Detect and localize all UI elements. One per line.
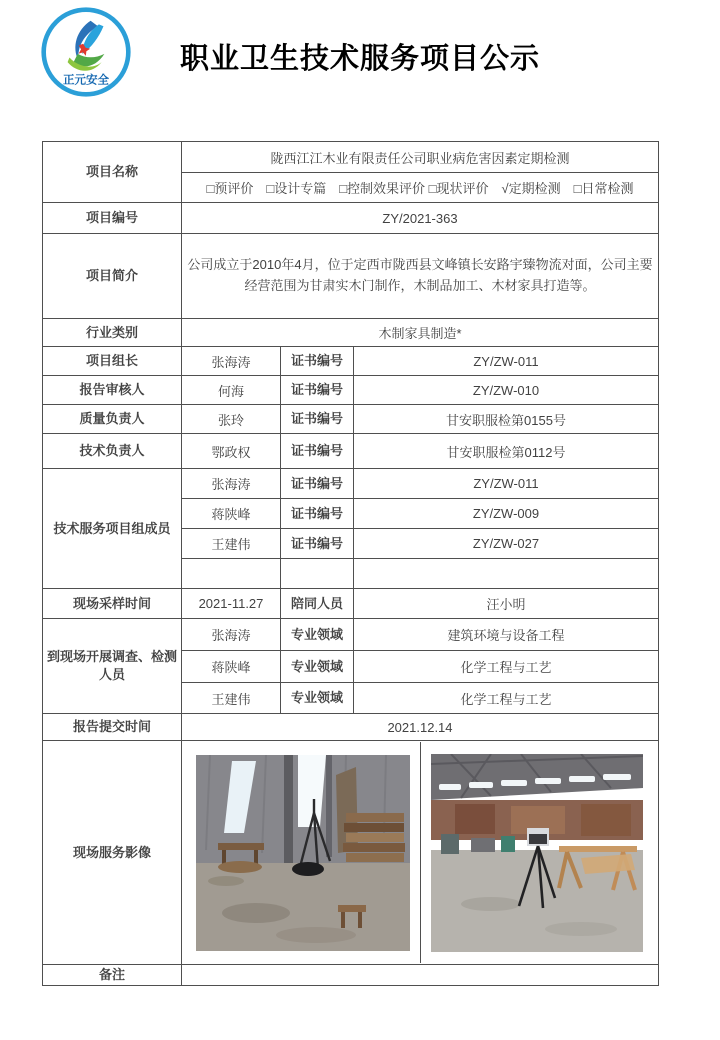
technical-label: 技术负责人	[43, 434, 182, 469]
field-domain-value: 化学工程与工艺	[354, 651, 659, 683]
project-type-options: □预评价 □设计专篇 □控制效果评价 □现状评价 √定期检测 □日常检测	[182, 173, 659, 203]
table-row	[43, 234, 659, 319]
site-photos-cell	[182, 741, 659, 965]
field-domain-label: 专业领域	[281, 683, 354, 714]
table-row	[43, 714, 659, 741]
escort-name: 汪小明	[354, 589, 659, 619]
cert-no-label: 证书编号	[281, 376, 354, 405]
field-staff-name: 张海涛	[182, 619, 281, 651]
escort-label: 陪同人员	[281, 589, 354, 619]
page-header	[0, 0, 720, 141]
remark-label: 备注	[43, 965, 182, 986]
project-no-label: 项目编号	[43, 203, 182, 234]
team-member-name: 王建伟	[182, 529, 281, 559]
table-row	[43, 376, 659, 405]
table-row	[43, 203, 659, 234]
table-row	[43, 319, 659, 347]
industry-value: 木制家具制造*	[182, 319, 659, 347]
project-name-value: 陇西江江木业有限责任公司职业病危害因素定期检测	[182, 142, 659, 173]
team-member-cert-empty	[354, 559, 659, 589]
table-row	[43, 965, 659, 986]
quality-label: 质量负责人	[43, 405, 182, 434]
cert-no-label: 证书编号	[281, 347, 354, 376]
sampling-time-label: 现场采样时间	[43, 589, 182, 619]
table-row	[43, 347, 659, 376]
site-photos-wrap	[186, 742, 654, 963]
team-label: 技术服务项目组成员	[43, 469, 182, 589]
quality-cert: 甘安职服检第0155号	[354, 405, 659, 434]
reviewer-label: 报告审核人	[43, 376, 182, 405]
project-announcement-table	[42, 141, 659, 986]
logo-text: 正元安全	[63, 74, 109, 87]
team-member-cert: ZY/ZW-011	[354, 469, 659, 499]
site-photo-2-cell	[420, 742, 655, 963]
table-row	[43, 434, 659, 469]
company-logo-icon	[40, 6, 132, 98]
team-member-cert: ZY/ZW-027	[354, 529, 659, 559]
project-name-label: 项目名称	[43, 142, 182, 203]
project-intro-value: 公司成立于2010年4月，位于定西市陇西县文峰镇长安路宇臻物流对面，公司主要经营范围为甘肃实木门制作，木制品加工、木材家具打造等。	[182, 234, 659, 319]
sampling-date: 2021-11.27	[182, 589, 281, 619]
reviewer-name: 何海	[182, 376, 281, 405]
table-row	[43, 469, 659, 499]
leader-cert: ZY/ZW-011	[354, 347, 659, 376]
report-time-label: 报告提交时间	[43, 714, 182, 741]
table-row	[43, 619, 659, 651]
industry-label: 行业类别	[43, 319, 182, 347]
team-member-name-empty	[182, 559, 281, 589]
field-domain-value: 化学工程与工艺	[354, 683, 659, 714]
cert-no-label: 证书编号	[281, 405, 354, 434]
table-row	[43, 405, 659, 434]
page-title: 职业卫生技术服务项目公示	[179, 41, 540, 75]
site-photo-2	[431, 754, 643, 952]
field-staff-name: 王建伟	[182, 683, 281, 714]
team-member-cert: ZY/ZW-009	[354, 499, 659, 529]
field-staff-name: 蒋陕峰	[182, 651, 281, 683]
field-staff-label: 到现场开展调查、检测人员	[43, 619, 182, 714]
field-domain-value: 建筑环境与设备工程	[354, 619, 659, 651]
cert-no-label: 证书编号	[281, 469, 354, 499]
cert-no-label: 证书编号	[281, 529, 354, 559]
logo-svg	[40, 6, 132, 98]
table-row	[43, 589, 659, 619]
cert-no-label: 证书编号	[281, 499, 354, 529]
leader-name: 张海涛	[182, 347, 281, 376]
team-member-name: 张海涛	[182, 469, 281, 499]
technical-cert: 甘安职服检第0112号	[354, 434, 659, 469]
site-photos-label: 现场服务影像	[43, 741, 182, 965]
site-photo-1	[196, 755, 410, 951]
project-no-value: ZY/2021-363	[182, 203, 659, 234]
field-domain-label: 专业领域	[281, 619, 354, 651]
report-time-value: 2021.12.14	[182, 714, 659, 741]
technical-name: 鄂政权	[182, 434, 281, 469]
quality-name: 张玲	[182, 405, 281, 434]
project-intro-label: 项目简介	[43, 234, 182, 319]
cert-no-label: 证书编号	[281, 434, 354, 469]
table-row	[43, 741, 659, 965]
remark-value	[182, 965, 659, 986]
table-row	[43, 142, 659, 173]
reviewer-cert: ZY/ZW-010	[354, 376, 659, 405]
leader-label: 项目组长	[43, 347, 182, 376]
site-photo-1-cell	[186, 742, 420, 963]
cert-no-label-empty	[281, 559, 354, 589]
field-domain-label: 专业领域	[281, 651, 354, 683]
team-member-name: 蒋陕峰	[182, 499, 281, 529]
